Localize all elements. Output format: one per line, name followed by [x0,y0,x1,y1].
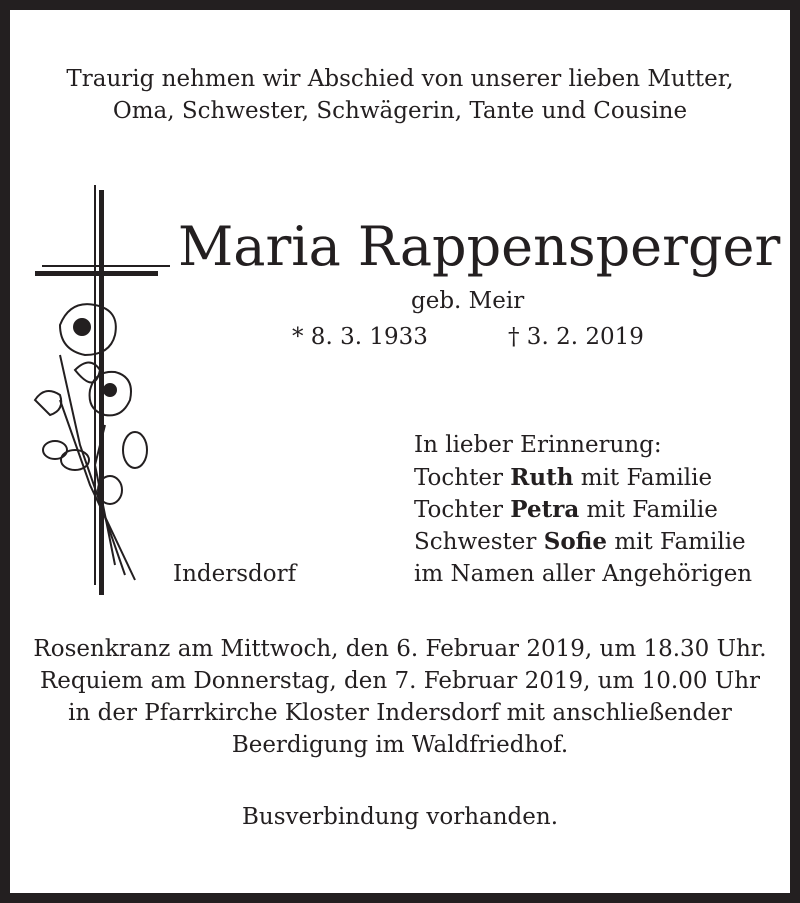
mourner-line: Tochter Petra mit Familie [414,496,718,523]
deceased-name: Maria Rappensperger [178,215,781,278]
mourner-line: Schwester Sofie mit Familie [414,528,746,555]
service-line-3: in der Pfarrkirche Kloster Indersdorf mit anschließender [68,700,732,726]
mourners-heading: In lieber Erinnerung: [414,432,662,458]
birth-date: * 8. 3. 1933 [292,324,428,350]
service-line-4: Beerdigung im Waldfriedhof. [231,732,569,758]
bus-note: Busverbindung vorhanden. [241,804,559,830]
maiden-name: geb. Meir [411,288,525,314]
service-line-2: Requiem am Donnerstag, den 7. Februar 2019, um 10.00 Uhr [39,668,761,694]
service-line-1: Rosenkranz am Mittwoch, den 6. Februar 2019, um 18.30 Uhr. [33,636,767,662]
obituary-card [10,10,790,893]
cross-with-roses-icon [20,185,170,605]
mourners-closing: im Namen aller Angehörigen [414,561,753,587]
intro-line-2: Oma, Schwester, Schwägerin, Tante und Cousine [112,98,688,124]
death-date: † 3. 2. 2019 [508,324,644,350]
place: Indersdorf [173,561,297,587]
intro-line-1: Traurig nehmen wir Abschied von unserer lieben Mutter, [66,66,734,92]
mourner-line: Tochter Ruth mit Familie [414,464,713,491]
